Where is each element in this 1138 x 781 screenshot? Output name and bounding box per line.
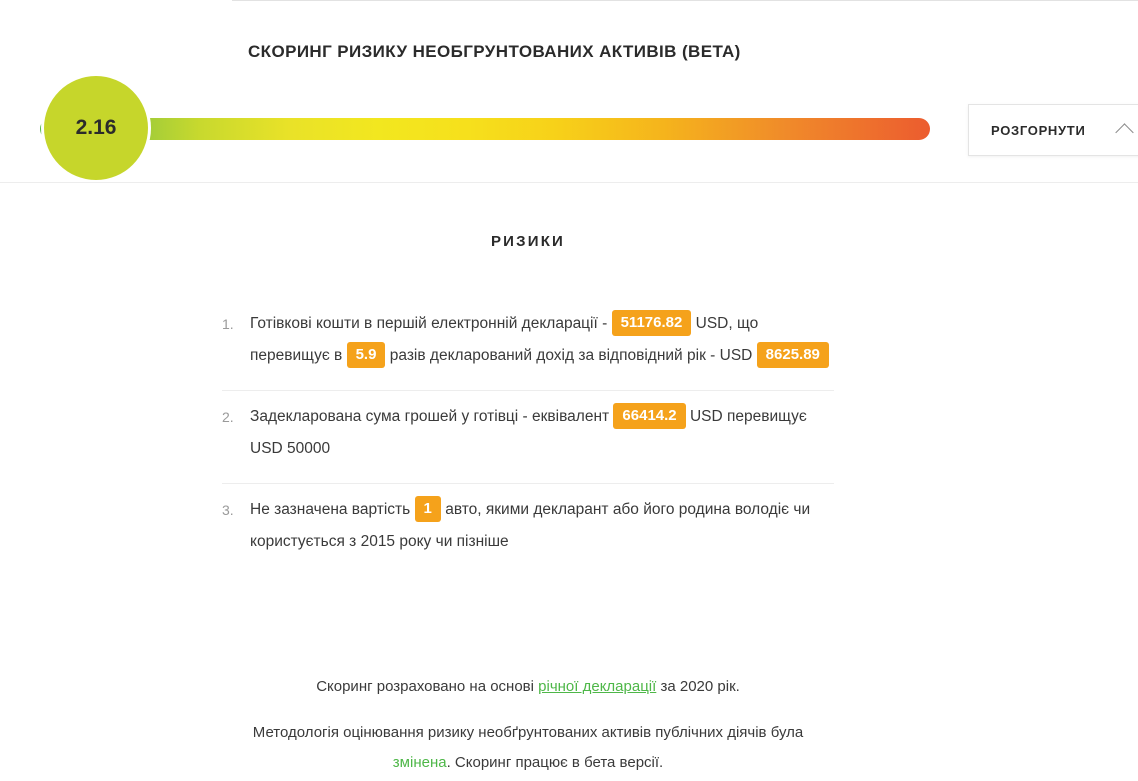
gauge-bar <box>40 118 930 140</box>
methodology-note <box>228 718 828 778</box>
risk-value-badge: 51176.82 <box>612 310 692 336</box>
top-left-strip <box>0 0 232 3</box>
risk-text-part: USD перевищує USD 50000 <box>250 408 807 457</box>
risk-item <box>222 391 834 484</box>
scoring-source-note <box>0 672 1056 702</box>
page-title: СКОРИНГ РИЗИКУ НЕОБГРУНТОВАНИХ АКТИВІВ (BETA) <box>248 42 741 61</box>
risk-text-part: разів декларований дохід за відповідний рік - USD <box>385 347 757 364</box>
top-border-strip <box>232 0 1138 1</box>
risk-text-part: USD, що перевищує в <box>250 315 759 364</box>
note-text: за 2020 рік. <box>656 678 740 695</box>
risk-text-part: авто, якими декларант або його родина володіє чи користується з 2015 року чи пізніше <box>250 501 811 550</box>
risk-item <box>222 484 834 576</box>
risk-value-badge: 5.9 <box>347 342 386 368</box>
risk-gauge <box>40 118 930 140</box>
gauge-value: 2.16 <box>75 116 117 139</box>
methodology-changed-link[interactable]: змінена <box>392 754 447 771</box>
risk-item <box>222 298 834 391</box>
note-text: Скоринг розраховано на основі <box>316 678 539 695</box>
gauge-marker <box>44 76 148 180</box>
footer-notes <box>0 672 1056 778</box>
risk-text <box>250 494 834 558</box>
expand-button-label: РОЗГОРНУТИ <box>991 122 1086 138</box>
risk-value-badge: 66414.2 <box>613 403 685 429</box>
risk-number: 3. <box>222 502 234 518</box>
risk-text-part: Готівкові кошти в першій електронній декларації - <box>250 315 612 332</box>
risk-text-part: Задекларована сума грошей у готівці - еквівалент <box>250 408 614 425</box>
risk-text <box>250 308 834 372</box>
risk-number: 2. <box>222 409 234 425</box>
risk-text-part: Не зазначена вартість <box>250 501 415 518</box>
note-text: Методологія оцінювання ризику необґрунтованих активів публічних діячів була <box>252 724 804 741</box>
expand-button[interactable] <box>968 104 1138 156</box>
note-text: . Скоринг працює в бета версії. <box>446 754 664 771</box>
risk-text <box>250 401 834 465</box>
risk-number: 1. <box>222 316 234 332</box>
header-divider <box>0 182 1138 183</box>
risks-heading: РИЗИКИ <box>490 233 566 250</box>
chevron-up-icon <box>1115 123 1133 141</box>
risk-value-badge: 8625.89 <box>757 342 829 368</box>
risks-list <box>222 298 834 576</box>
risk-value-badge: 1 <box>415 496 441 522</box>
annual-declaration-link[interactable]: річної декларації <box>538 678 657 695</box>
